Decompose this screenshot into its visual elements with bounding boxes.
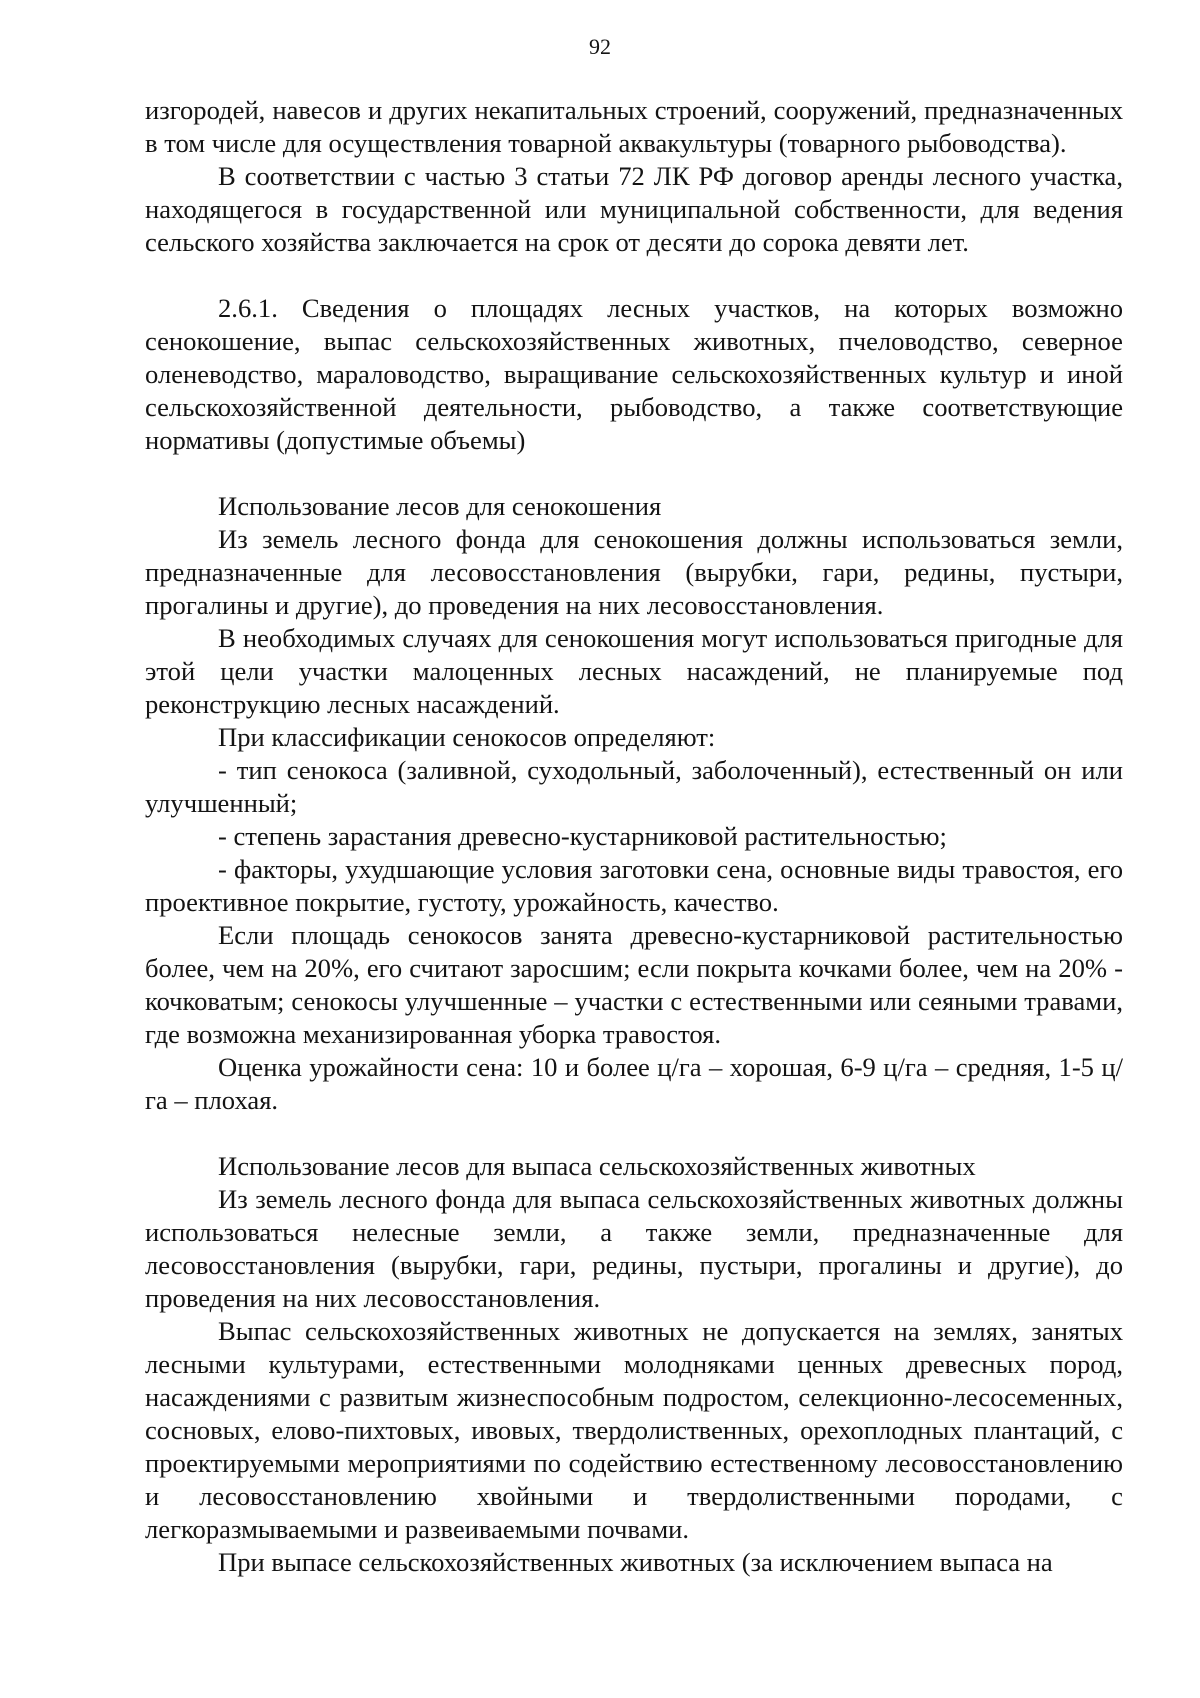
paragraph-lease-term: В соответствии с частью 3 статьи 72 ЛК РФ договор аренды лесного участка, находящегося в государственной или муниципальной собственности, для ведения сельского хозяйства заключается на срок от десяти до сорока девяти лет.	[145, 161, 1123, 257]
paragraph-grazing-continued: При выпасе сельскохозяйственных животных (за исключением выпаса на	[218, 1547, 1053, 1577]
section-title: 2.6.1. Сведения о площадях лесных участков, на которых возможно сенокошение, выпас сельскохозяйственных животных, пчеловодство, северное оленеводство, мараловодство, выращивание сельскохозяйственных культур и иной сельскохозяйственной деятельности, рыбоводство, а также соответствующие нормативы (допустимые объемы)	[145, 293, 1123, 455]
spacer	[145, 259, 1123, 292]
spacer	[145, 457, 1123, 490]
list-item-factors: - факторы, ухудшающие условия заготовки сена, основные виды травостоя, его проективное покрытие, густоту, урожайность, качество.	[145, 854, 1123, 917]
subheading-haymaking: Использование лесов для сенокошения	[218, 491, 662, 521]
paragraph-classification-intro: При классификации сенокосов определяют:	[218, 722, 716, 752]
document-body	[145, 94, 1123, 1579]
paragraph-overgrown-criteria: Если площадь сенокосов занята древесно-кустарниковой растительностью более, чем на 20%, его считают заросшим; если покрыта кочками более, чем на 20% - кочковатым; сенокосы улучшенные – участки с естественными или сеяными травами, где возможна механизированная уборка травостоя.	[145, 920, 1123, 1049]
page-number: 92	[589, 34, 611, 59]
paragraph-grazing-restrictions: Выпас сельскохозяйственных животных не допускается на землях, занятых лесными культурами, естественными молодняками ценных древесных пород, насаждениями с развитым жизнеспособным подростом, селекционно-лесосеменных, сосновых, елово-пихтовых, ивовых, твердолиственных, орехоплодных плантаций, с проектируемыми мероприятиями по содействию естественному лесовосстановлению и лесовосстановлению хвойными и твердолиственными породами, с легкоразмываемыми и развеиваемыми почвами.	[145, 1316, 1123, 1544]
paragraph-haymaking-lowvalue: В необходимых случаях для сенокошения могут использоваться пригодные для этой цели участки малоценных лесных насаждений, не планируемые под реконструкцию лесных насаждений.	[145, 623, 1123, 719]
spacer	[145, 1117, 1123, 1150]
paragraph-continuation: изгородей, навесов и других некапитальных строений, сооружений, предназначенных в том числе для осуществления товарной аквакультуры (товарного рыбоводства).	[145, 95, 1123, 158]
paragraph-yield-assessment: Оценка урожайности сена: 10 и более ц/га – хорошая, 6-9 ц/га – средняя, 1-5 ц/га – плохая.	[145, 1052, 1123, 1115]
list-item-type: - тип сенокоса (заливной, суходольный, заболоченный), естественный он или улучшенный;	[145, 755, 1123, 818]
paragraph-grazing-lands: Из земель лесного фонда для выпаса сельскохозяйственных животных должны использоваться нелесные земли, а также земли, предназначенные для лесовосстановления (вырубки, гари, редины, пустыри, прогалины и другие), до проведения на них лесовосстановления.	[145, 1184, 1123, 1313]
subheading-grazing: Использование лесов для выпаса сельскохозяйственных животных	[218, 1151, 976, 1181]
paragraph-haymaking-lands: Из земель лесного фонда для сенокошения должны использоваться земли, предназначенные для лесовосстановления (вырубки, гари, редины, пустыри, прогалины и другие), до проведения на них лесовосстановления.	[145, 524, 1123, 620]
list-item-overgrowth: - степень зарастания древесно-кустарниковой растительностью;	[218, 821, 947, 851]
